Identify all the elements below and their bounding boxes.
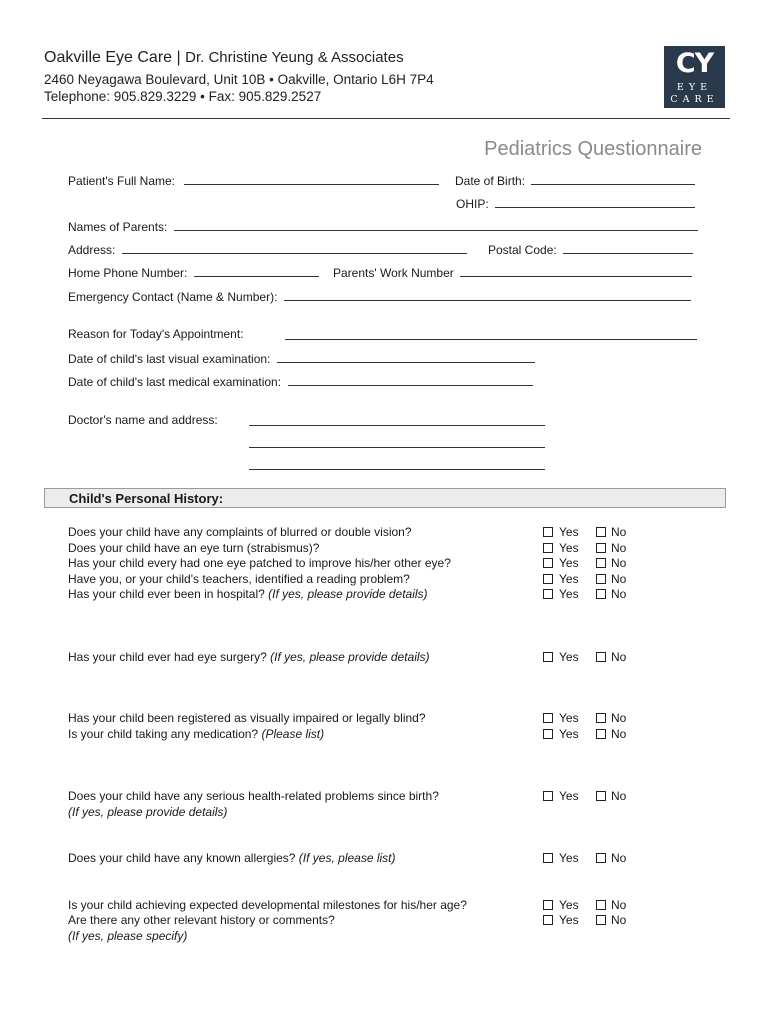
logo-eye: EYE [676, 82, 713, 93]
option-label-no: No [611, 727, 627, 741]
last-medical-line[interactable] [288, 374, 533, 386]
question-text: Does your child have any serious health-related problems since birth? [68, 789, 439, 803]
emergency-contact-field[interactable] [68, 289, 691, 304]
ohip-line[interactable] [495, 196, 695, 208]
question-text: Does your child have any complaints of blurred or double vision? [68, 525, 412, 539]
reason-line[interactable] [285, 328, 697, 340]
question-row [68, 572, 410, 586]
question-text: Have you, or your child's teachers, identified a reading problem? [68, 572, 410, 586]
question-text: Is your child achieving expected developmental milestones for his/her age? [68, 898, 467, 912]
question-text: Has your child been registered as visually impaired or legally blind? [68, 711, 426, 725]
work-number-label: Parents' Work Number [333, 266, 454, 280]
question-text: Has your child every had one eye patched to improve his/her other eye? [68, 556, 451, 570]
option-label-yes: Yes [559, 913, 579, 927]
option-label-yes: Yes [559, 556, 579, 570]
parents-field[interactable] [68, 219, 698, 234]
last-medical-label: Date of child's last medical examination: [68, 375, 282, 389]
home-phone-label: Home Phone Number: [68, 266, 188, 280]
patient-name-field[interactable] [68, 173, 439, 188]
question-row [68, 525, 412, 539]
header-divider [42, 118, 730, 119]
checkbox-no[interactable] [596, 652, 606, 662]
doctor-line-1[interactable] [249, 414, 545, 426]
doctor-label: Doctor's name and address: [68, 413, 218, 427]
checkbox-yes[interactable] [543, 543, 553, 553]
dob-label: Date of Birth: [455, 174, 526, 188]
option-label-yes: Yes [559, 727, 579, 741]
option-label-yes: Yes [559, 898, 579, 912]
parents-label: Names of Parents: [68, 220, 168, 234]
doctor-line-2[interactable] [249, 436, 545, 448]
checkbox-no[interactable] [596, 589, 606, 599]
checkbox-no[interactable] [596, 791, 606, 801]
question-row [68, 587, 428, 601]
patient-name-label: Patient's Full Name: [68, 174, 175, 188]
question-row [68, 851, 396, 865]
last-visual-field[interactable] [68, 351, 535, 366]
cy-eye-care-logo [664, 46, 725, 108]
checkbox-yes[interactable] [543, 713, 553, 723]
checkbox-yes[interactable] [543, 900, 553, 910]
practice-contact: Telephone: 905.829.3229 • Fax: 905.829.2527 [44, 89, 322, 104]
checkbox-no[interactable] [596, 543, 606, 553]
option-label-no: No [611, 541, 627, 555]
option-label-no: No [611, 789, 627, 803]
last-visual-label: Date of child's last visual examination: [68, 352, 271, 366]
last-medical-field[interactable] [68, 374, 533, 389]
practice-address: 2460 Neyagawa Boulevard, Unit 10B • Oakville, Ontario L6H 7P4 [44, 72, 434, 87]
checkbox-yes[interactable] [543, 791, 553, 801]
question-note: (If yes, please provide details) [266, 650, 430, 664]
doctor-name: Dr. Christine Yeung & Associates [185, 49, 404, 66]
option-label-no: No [611, 556, 627, 570]
checkbox-yes[interactable] [543, 558, 553, 568]
checkbox-yes[interactable] [543, 652, 553, 662]
last-visual-line[interactable] [277, 351, 535, 363]
dob-line[interactable] [531, 173, 695, 185]
checkbox-no[interactable] [596, 915, 606, 925]
question-row [68, 650, 430, 664]
question-text: Are there any other relevant history or comments? [68, 913, 335, 927]
option-label-no: No [611, 650, 627, 664]
question-note: (Please list) [258, 727, 325, 741]
question-row [68, 913, 335, 927]
option-label-no: No [611, 898, 627, 912]
address-line[interactable] [122, 242, 467, 254]
address-field[interactable] [68, 242, 467, 257]
option-label-no: No [611, 851, 627, 865]
checkbox-no[interactable] [596, 900, 606, 910]
option-label-no: No [611, 525, 627, 539]
option-label-yes: Yes [559, 587, 579, 601]
question-row [68, 711, 426, 725]
question-text: Does your child have an eye turn (strabismus)? [68, 541, 320, 555]
question-note: (If yes, please provide details) [264, 587, 428, 601]
checkbox-no[interactable] [596, 558, 606, 568]
option-label-yes: Yes [559, 711, 579, 725]
question-note: (If yes, please provide details) [68, 805, 228, 819]
checkbox-no[interactable] [596, 713, 606, 723]
dob-field[interactable] [455, 173, 695, 188]
checkbox-no[interactable] [596, 729, 606, 739]
postal-code-label: Postal Code: [488, 243, 557, 257]
option-label-no: No [611, 572, 627, 586]
home-phone-line[interactable] [194, 265, 319, 277]
question-row [68, 789, 439, 803]
work-number-line[interactable] [460, 265, 692, 277]
personal-history-section-header [44, 488, 726, 508]
option-label-yes: Yes [559, 851, 579, 865]
emergency-contact-label: Emergency Contact (Name & Number): [68, 290, 278, 304]
form-title: Pediatrics Questionnaire [484, 138, 702, 160]
ohip-label: OHIP: [456, 197, 489, 211]
question-text: Has your child ever had eye surgery? [68, 650, 267, 664]
parents-line[interactable] [174, 219, 698, 231]
checkbox-yes[interactable] [543, 853, 553, 863]
checkbox-no[interactable] [596, 853, 606, 863]
question-row [68, 805, 227, 819]
question-note: (If yes, please list) [295, 851, 396, 865]
checkbox-no[interactable] [596, 527, 606, 537]
question-row [68, 898, 467, 912]
header-separator: | [176, 49, 181, 66]
doctor-line-3[interactable] [249, 458, 545, 470]
question-text: Does your child have any known allergies? [68, 851, 296, 865]
question-note: (If yes, please specify) [68, 929, 188, 943]
option-label-yes: Yes [559, 541, 579, 555]
practice-name: Oakville Eye Care [44, 49, 173, 66]
postal-code-line[interactable] [563, 242, 693, 254]
option-label-no: No [611, 711, 627, 725]
address-label: Address: [68, 243, 116, 257]
checkbox-yes[interactable] [543, 589, 553, 599]
option-label-yes: Yes [559, 650, 579, 664]
question-row [68, 541, 319, 555]
checkbox-yes[interactable] [543, 729, 553, 739]
option-label-no: No [611, 913, 627, 927]
question-text: Has your child ever been in hospital? [68, 587, 265, 601]
option-label-yes: Yes [559, 525, 579, 539]
postal-code-field[interactable] [488, 242, 693, 257]
checkbox-yes[interactable] [543, 915, 553, 925]
question-row [68, 929, 187, 943]
option-label-no: No [611, 587, 627, 601]
logo-letters: CY [675, 48, 714, 79]
practice-header [44, 49, 404, 67]
ohip-field[interactable] [456, 196, 695, 211]
question-row [68, 727, 324, 741]
question-row [68, 556, 451, 570]
checkbox-no[interactable] [596, 574, 606, 584]
section-title: Child's Personal History: [69, 491, 224, 506]
emergency-contact-line[interactable] [284, 289, 691, 301]
option-label-yes: Yes [559, 572, 579, 586]
checkbox-yes[interactable] [543, 574, 553, 584]
logo-care: CARE [670, 94, 719, 105]
option-label-yes: Yes [559, 789, 579, 803]
checkbox-yes[interactable] [543, 527, 553, 537]
home-phone-field[interactable] [68, 265, 319, 280]
patient-name-line[interactable] [184, 173, 439, 185]
reason-label: Reason for Today's Appointment: [68, 327, 244, 341]
question-text: Is your child taking any medication? [68, 727, 259, 741]
work-number-field[interactable] [333, 265, 692, 280]
